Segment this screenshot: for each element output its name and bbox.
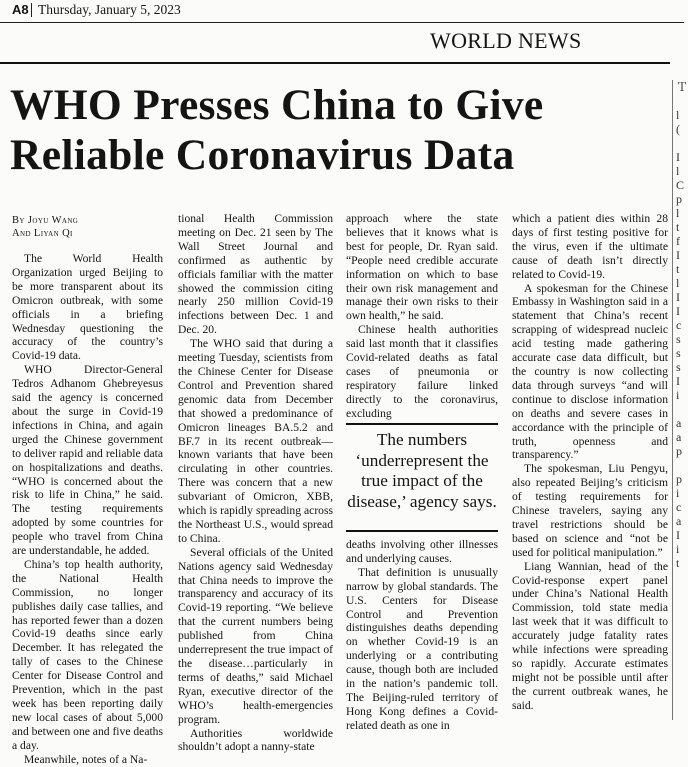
pull-quote-rule-top [346,423,498,425]
page-date: Thursday, January 5, 2023 [38,2,181,17]
paragraph-continued: tional Health Commission meeting on Dec. 21 seen by The Wall Street Journal and confirmed as authentic by officials familiar with the matter showed the commission citing nearly 250 million Covid-19 infections between Dec. 1 and Dec. 20. [178,212,333,337]
paragraph-continued: approach where the state believes that it knows what is best for people, Dr. Ryan said. “People need credible accurate information on which to base their own risk management and manage their own risks to their own health,” he said. [346,212,498,323]
paragraph: A spokesman for the Chinese Embassy in Washington said in a statement that China’s recent scrapping of widespread nucleic acid testing made gathering accurate case data difficult, but the country is now collecting data through surveys “and will continue to disclose information on deaths and severe cases in accordance with the principle of truth, openness and transparency.” [512,281,668,462]
paragraph: China’s top health authority, the National Health Commission, no longer publishes daily case tallies, and has reported fewer than a dozen Covid-19 deaths since early December. It has relegated the tally of cases to the Chinese Center for Disease Control and Prevention, which in the past week has been reporting daily new local cases of about 5,000 and between one and five deaths a day. [12,557,163,752]
paragraph: The WHO said that during a meeting Tuesday, scientists from the Chinese Center for Disease Control and Prevention shared genomic data from December that showed a predominance of Omicron lineages BA.5.2 and BF.7 in its recent outbreak—known variants that have been circulating in other countries. There was concern that a new subvariant of Omicron, XBB, which is rapidly spreading across the Northeast U.S., would spread to China. [178,337,333,545]
byline [12,214,78,240]
headline-line-2: Reliable Coronavirus Data [10,131,515,179]
adjacent-article-edge [676,80,688,720]
byline-author-1: By Joyu Wang [12,215,79,226]
page-header [0,0,684,24]
page-number: A8 [12,2,29,17]
pull-quote: The numbers ‘underrepresent the true impact of the disease,’ agency says. [347,430,497,511]
adjacent-article-text: Ｔ l ( I l C p l t f I t l I I c s s s I i a a p p i c a I i t [676,80,688,570]
paragraph: The spokesman, Liu Pengyu, also repeated Beijing’s criticism of testing requirements for Chinese travelers, saying any travel restrictions should be based on science and “not be used for political manipulation.” [512,462,668,559]
headline-line-1: WHO Presses China to Give [10,81,544,129]
article-column-4 [512,212,668,720]
pull-quote-rule-bottom [346,530,498,532]
paragraph-continued: deaths involving other illnesses and underlying causes. [346,538,498,565]
paragraph: Chinese health authorities said last month that it classifies Covid-related deaths as fatal cases of pneumonia or respiratory failure linked directly to the coronavirus, excluding [346,323,498,420]
article-column-3-bottom [346,538,498,732]
paragraph: That definition is unusually narrow by global standards. The U.S. Centers for Disease Control and Prevention distinguishes deaths depending on whether Covid-19 is an underlying or a contributing cause, though both are included in the nation’s pandemic toll. The Beijing-ruled territory of Hong Kong defines a Covid-related death as one in [346,565,498,732]
paragraph: WHO Director-General Tedros Adhanom Ghebreyesus said the agency is concerned about the surge in Covid-19 infections in China, and again urged the Chinese government to deliver rapid and reliable data on hospitalizations and deaths. “WHO is concerned about the risk to life in China,” he said. The testing requirements adopted by some countries for people who travel from China are understandable, he added. [12,363,163,558]
byline-author-2: And Liyan Qi [12,228,73,239]
paragraph: Several officials of the United Nations agency said Wednesday that China needs to improve the transparency and accuracy of its Covid-19 reporting. “We believe that the current numbers being published from China underrepresent the true impact of the disease…particularly in terms of deaths,” said Michael Ryan, executive director of the WHO’s health-emergencies program. [178,545,333,726]
paragraph: The World Health Organization urged Beijing to be more transparent about its Omicron outbreak, with some officials in a briefing Wednesday questioning the accuracy of the country’s Covid-19 data. [12,252,163,363]
paragraph: Meanwhile, notes of a Na- [24,752,148,766]
article-column-2 [178,212,333,754]
article-column-3-top [346,212,498,422]
article-headline [10,80,660,180]
section-title: WORLD NEWS [430,28,582,53]
header-separator [31,3,32,17]
section-rule [0,62,670,64]
paragraph-continued: which a patient dies within 28 days of first testing positive for the virus, even if the ultimate cause of death isn’t directly related to Covid-19. [512,212,668,281]
column-divider-right [672,80,673,720]
header-rule [0,22,684,23]
article-column-1 [12,252,163,766]
paragraph: Liang Wannian, head of the Covid-response expert panel under China’s National Health Commission, told state media last week that it was difficult to accurately judge fatality rates while infections were spreading so rapidly. Accurate estimates might not be possible until after the current outbreak wanes, he said. [512,559,668,712]
paragraph: Authorities worldwide shouldn’t adopt a nanny-state [178,726,333,754]
